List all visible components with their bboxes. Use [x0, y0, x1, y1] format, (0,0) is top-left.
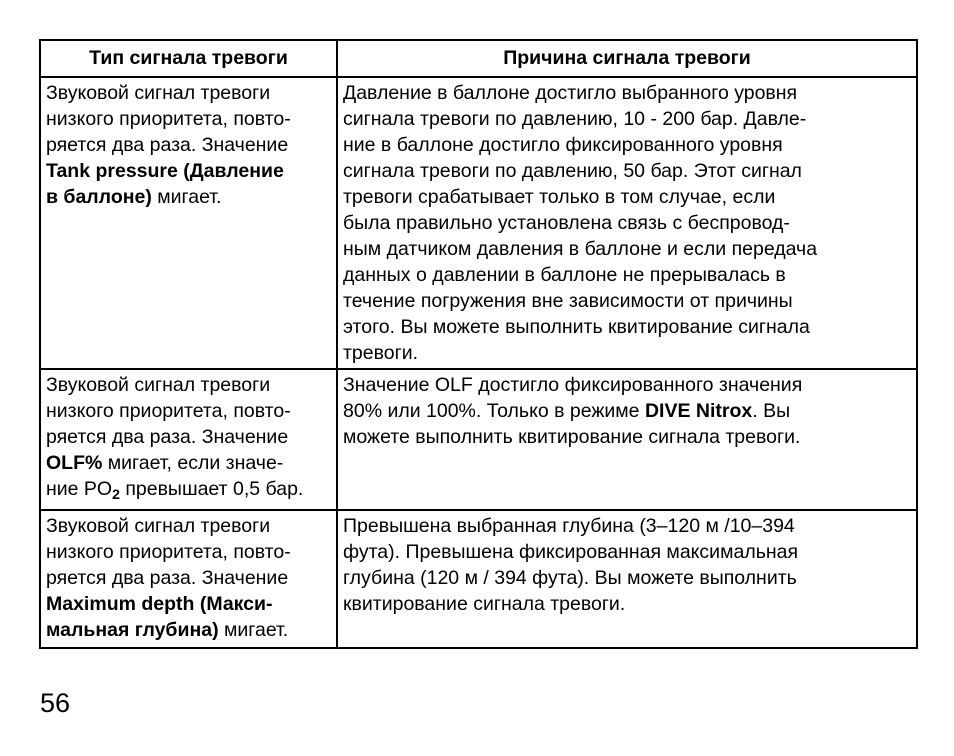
alarm-type-cell: [40, 510, 337, 648]
alarm-cause-cell: [337, 510, 917, 648]
alarm-table: [39, 39, 918, 649]
alarm-type-cell: [40, 77, 337, 369]
header-row: [40, 40, 917, 77]
text-line: глубина (120 м / 394 фута). Вы можете выполнить: [343, 567, 797, 589]
text-line: была правильно установлена связь с беспровод-: [343, 212, 790, 234]
alarm-cause-cell: [337, 77, 917, 369]
text-line: мальная глубина) мигает.: [46, 619, 289, 641]
text-line: Значение OLF достигло фиксированного значения: [343, 374, 803, 396]
table-row: [40, 77, 917, 369]
text-line: течение погружения вне зависимости от причины: [343, 290, 793, 312]
column-header-alarm-cause: Причина сигнала тревоги: [337, 40, 917, 77]
text-line: ряется два раза. Значение: [46, 426, 289, 448]
alarm-type-cell: [40, 369, 337, 510]
text-line: Tank pressure (Давление: [46, 160, 284, 182]
text-line: тревоги.: [343, 342, 419, 364]
text-line: низкого приоритета, повто-: [46, 541, 291, 563]
text-line: Звуковой сигнал тревоги: [46, 374, 271, 396]
alarm-table-header: [40, 40, 917, 77]
text-line: ряется два раза. Значение: [46, 567, 289, 589]
text-line: сигнала тревоги по давлению, 50 бар. Этот сигнал: [343, 160, 802, 182]
text-line: ряется два раза. Значение: [46, 134, 289, 156]
text-line: 80% или 100%. Только в режиме DIVE Nitrox. Вы: [343, 400, 791, 422]
text-line: можете выполнить квитирование сигнала тревоги.: [343, 426, 801, 448]
column-header-alarm-type: Тип сигнала тревоги: [40, 40, 337, 77]
table-row: [40, 510, 917, 648]
text-line: Превышена выбранная глубина (3–120 м /10–394: [343, 515, 795, 537]
text-line: низкого приоритета, повто-: [46, 400, 291, 422]
text-line: сигнала тревоги по давлению, 10 - 200 бар. Давле-: [343, 108, 807, 130]
table-row: [40, 369, 917, 510]
text-line: низкого приоритета, повто-: [46, 108, 291, 130]
text-line: этого. Вы можете выполнить квитирование сигнала: [343, 316, 810, 338]
text-line: OLF% мигает, если значе-: [46, 452, 284, 474]
text-line: ние в баллоне достигло фиксированного уровня: [343, 134, 783, 156]
text-line: Звуковой сигнал тревоги: [46, 82, 271, 104]
text-line: тревоги срабатывает только в том случае, если: [343, 186, 776, 208]
text-line: данных о давлении в баллоне не прерывалась в: [343, 264, 786, 286]
text-line: ние $PO_2$ превышает 0,5 бар.: [46, 478, 304, 502]
text-line: фута). Превышена фиксированная максимальная: [343, 541, 799, 563]
text-line: в баллоне) мигает.: [46, 186, 222, 208]
text-line: ным датчиком давления в баллоне и если передача: [343, 238, 818, 260]
text-line: Давление в баллоне достигло выбранного уровня: [343, 82, 798, 104]
page-number: 56: [40, 688, 71, 718]
text-line: Звуковой сигнал тревоги: [46, 515, 271, 537]
text-line: квитирование сигнала тревоги.: [343, 593, 626, 615]
text-line: Maximum depth (Макси-: [46, 593, 273, 615]
alarm-cause-cell: [337, 369, 917, 510]
alarm-table-body: [40, 77, 917, 648]
